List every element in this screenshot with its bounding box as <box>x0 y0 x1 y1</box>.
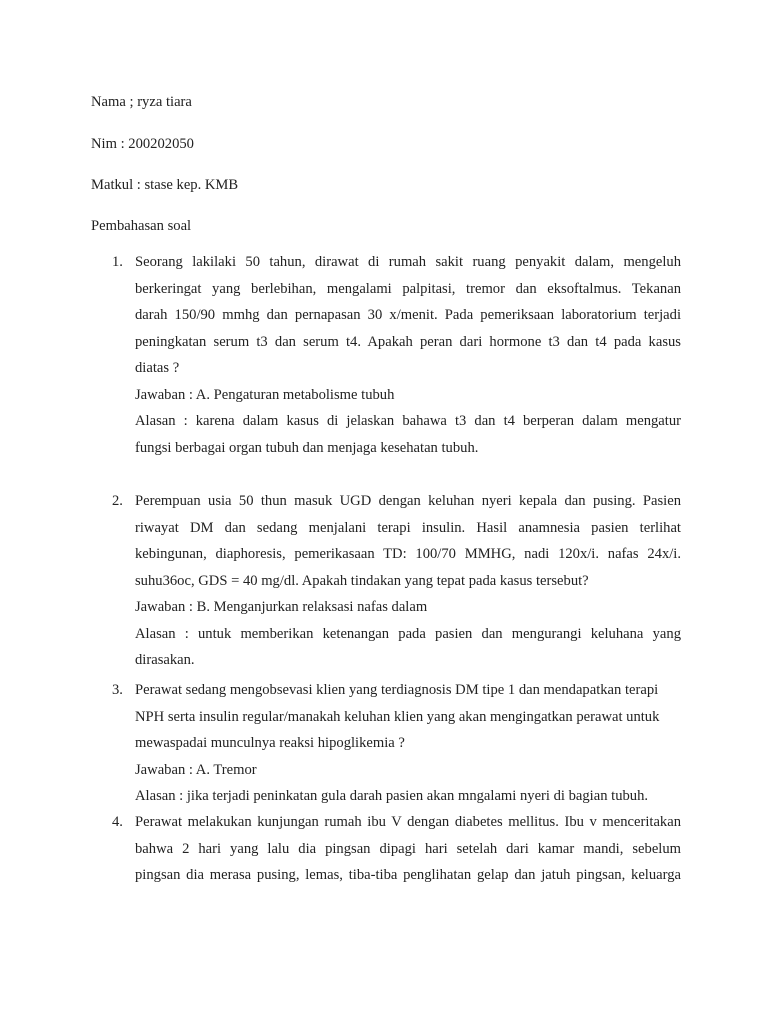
question-body <box>135 677 681 810</box>
question-number: 1. <box>112 254 123 270</box>
question-text-line: mewaspadai munculnya reaksi hipoglikemia ? <box>135 735 405 751</box>
student-nim: Nim : 200202050 <box>91 136 194 152</box>
question-text-line: peningkatan serum t3 dan serum t4. Apakah peran dari hormone t3 dan t4 pada kasus <box>135 333 681 350</box>
reason-text-line: Alasan : karena dalam kasus di jelaskan bahawa t3 dan t4 berperan dalam mengatur <box>135 413 681 429</box>
answer-text: Jawaban : B. Menganjurkan relaksasi nafas dalam <box>135 599 428 615</box>
answer-text: Jawaban : A. Tremor <box>135 761 257 778</box>
question-text-line: diatas ? <box>135 360 180 376</box>
question-number: 3. <box>112 682 123 698</box>
question-body <box>135 809 681 889</box>
question-text-line: riwayat DM dan sedang menjalani terapi insulin. Hasil anamnesia pasien terlihat <box>135 519 681 536</box>
question-body <box>135 488 681 674</box>
question-body <box>135 249 681 461</box>
student-name: Nama ; ryza tiara <box>91 94 192 110</box>
question-text-line: berkeringat yang berlebihan, mengalami palpitasi, tremor dan eksoftalmus. Tekanan <box>135 280 681 297</box>
answer-text: Jawaban : A. Pengaturan metabolisme tubuh <box>135 386 395 403</box>
question-text-line: Perawat melakukan kunjungan rumah ibu V dengan diabetes mellitus. Ibu v menceritakan <box>135 814 681 830</box>
reason-text-line: dirasakan. <box>135 652 195 668</box>
reason-text-line: Alasan : jika terjadi peninkatan gula darah pasien akan mngalami nyeri di bagian tubuh. <box>135 788 649 804</box>
question-number: 2. <box>112 493 123 509</box>
reason-text-line: fungsi berbagai organ tubuh dan menjaga kesehatan tubuh. <box>135 439 479 456</box>
question-number: 4. <box>112 814 123 830</box>
question-text-line: Seorang lakilaki 50 tahun, dirawat di rumah sakit ruang penyakit dalam, mengeluh <box>135 254 681 270</box>
question-text-line: Perempuan usia 50 thun masuk UGD dengan keluhan nyeri kepala dan pusing. Pasien <box>135 493 681 509</box>
question-text-line: bahwa 2 hari yang lalu dia pingsan dipagi hari setelah dari kamar mandi, sebelum <box>135 840 681 857</box>
question-text-line: darah 150/90 mmhg dan pernapasan 30 x/menit. Pada pemeriksaan laboratorium terjadi <box>135 307 681 323</box>
question-text-line: NPH serta insulin regular/manakah keluhan klien yang akan mengingatkan perawat untuk <box>135 708 660 725</box>
question-text-line: pingsan dia merasa pusing, lemas, tiba-tiba penglihatan gelap dan jatuh pingsan, keluarga <box>135 867 681 883</box>
question-text-line: suhu36oc, GDS = 40 mg/dl. Apakah tindakan yang tepat pada kasus tersebut? <box>135 572 589 589</box>
question-text-line: kebingunan, diaphoresis, pemerikasaan TD: 100/70 MMHG, nadi 120x/i. nafas 24x/i. <box>135 546 681 562</box>
section-title: Pembahasan soal <box>91 218 192 234</box>
course-name: Matkul : stase kep. KMB <box>91 177 239 193</box>
reason-text-line: Alasan : untuk memberikan ketenangan pada pasien dan mengurangi keluhana yang <box>135 625 681 642</box>
question-text-line: Perawat sedang mengobsevasi klien yang terdiagnosis DM tipe 1 dan mendapatkan terapi <box>135 682 659 698</box>
